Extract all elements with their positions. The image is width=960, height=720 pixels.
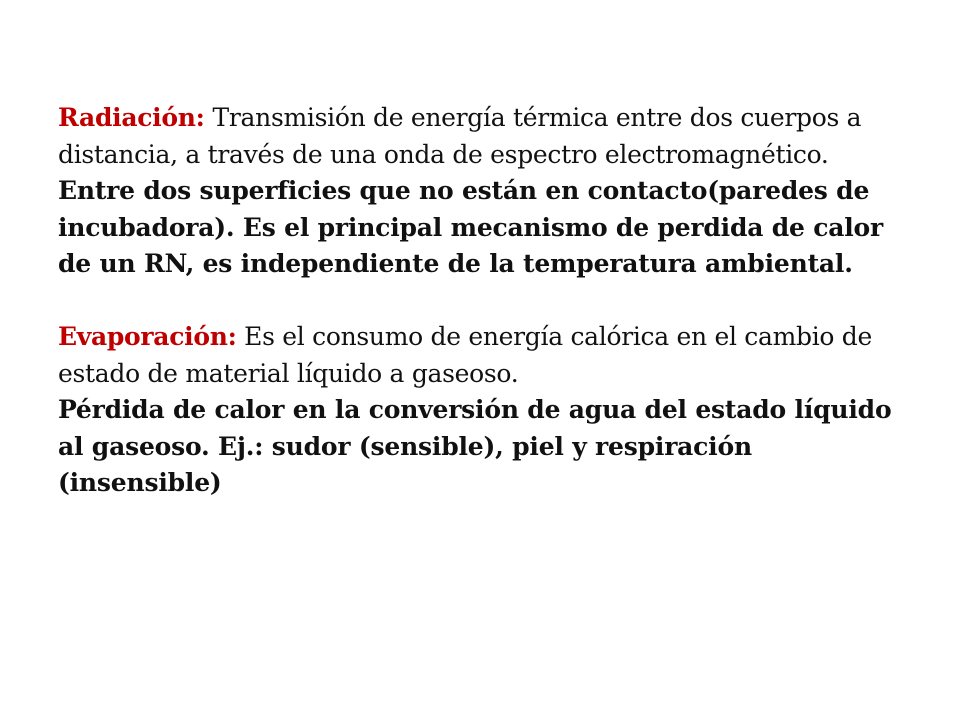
section-radiacion: [58, 100, 918, 283]
section-evaporacion: [58, 319, 918, 502]
note-radiacion: Entre dos superficies que no están en contacto(paredes de incubadora). Es el principal mecanismo de perdida de calor de un RN, es independiente de la temperatura ambiental.: [58, 176, 883, 278]
section-spacer: [58, 283, 918, 320]
definition-evaporacion: Es el consumo de energía calórica en el cambio de estado de material líquido a gaseoso.: [58, 322, 873, 388]
term-evaporacion: Evaporación:: [58, 322, 237, 351]
slide-body: [58, 100, 918, 502]
note-evaporacion: Pérdida de calor en la conversión de agua del estado líquido al gaseoso. Ej.: sudor (sensible), piel y respiración (insensible): [58, 395, 892, 497]
definition-radiacion: Transmisión de energía térmica entre dos cuerpos a distancia, a través de una onda de espectro electromagnético.: [58, 103, 862, 169]
term-radiacion: Radiación:: [58, 103, 205, 132]
